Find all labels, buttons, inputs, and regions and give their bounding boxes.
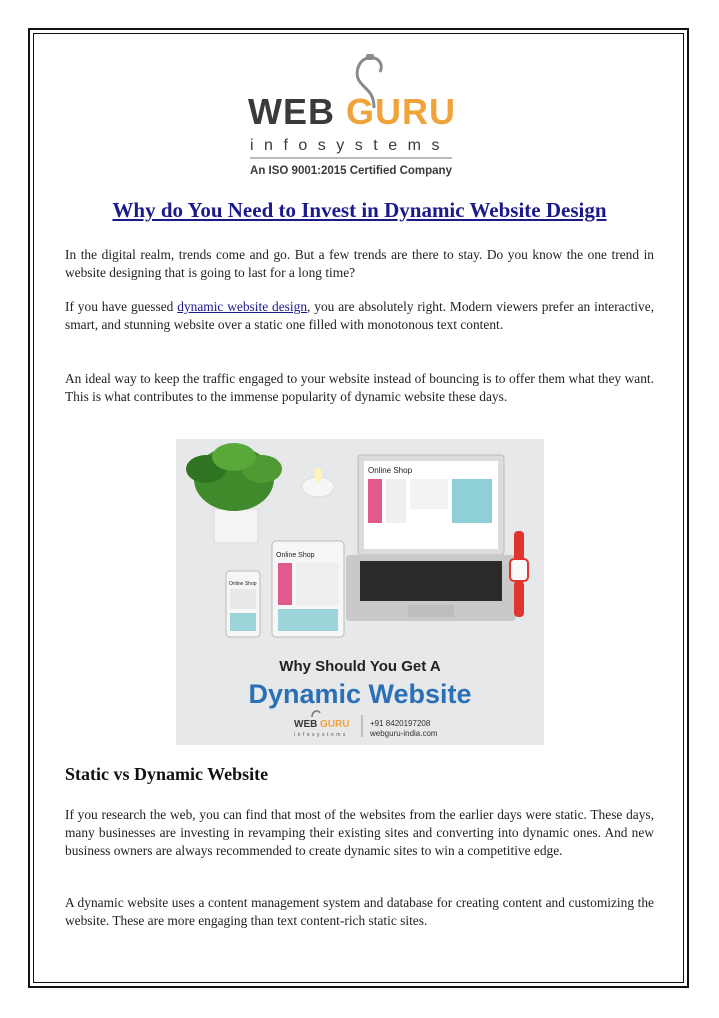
laptop-pink-banner <box>368 479 382 523</box>
laptop-trackpad <box>408 605 454 617</box>
hero-logo-guru: GURU <box>320 719 350 730</box>
paragraph-intro: In the digital realm, trends come and go. But a few trends are there to stay. Do you know the one trend in website designing that is going to last for a long time? <box>65 247 654 280</box>
hero-website: webguru-india.com <box>370 729 438 738</box>
paragraph-static-vs-dynamic: If you research the web, you can find that most of the websites from the earlier days were static. These days, many businesses are investing in revamping their existing sites and converting into dynamic ones. And new business owners are always recommended to create dynamic sites to win a competitive edge. <box>65 807 654 858</box>
hero-logo-mouse-icon <box>312 711 320 717</box>
laptop-keyboard <box>360 561 502 601</box>
laptop-product-card <box>386 479 406 523</box>
plant-pot <box>214 509 258 543</box>
phone-hero-model <box>230 589 256 609</box>
iso-certification: An ISO 9001:2015 Certified Company <box>250 165 452 177</box>
tablet-teal-banner <box>278 609 338 631</box>
tablet-hero-model <box>296 563 338 605</box>
paragraph-guess <box>65 298 654 334</box>
candle-flame <box>314 467 322 483</box>
hero-phone: +91 8420197208 <box>370 719 431 728</box>
webguru-logo <box>246 52 456 180</box>
hero-logo-web: WEB <box>294 719 318 730</box>
paragraph-guess-start: If you have guessed <box>65 299 178 314</box>
paragraph-guess-end: , you are absolutely right. Modern viewers prefer an interactive, smart, and stunning website over a static one filled with monotonous text content. <box>65 299 654 332</box>
hero-image <box>176 439 544 745</box>
phone-screen-title: Online Shop <box>229 581 257 587</box>
laptop-teal-banner <box>452 479 492 523</box>
hero-caption-main: Dynamic Website <box>248 679 472 709</box>
section-heading: Static vs Dynamic Website <box>65 764 269 784</box>
watch-strap-top <box>514 531 524 561</box>
tablet-screen-title: Online Shop <box>276 552 315 559</box>
logo-tagline: infosystems <box>250 137 450 154</box>
hero-illustration <box>176 439 544 745</box>
tablet-pink-banner <box>278 563 292 605</box>
laptop-screen-title: Online Shop <box>368 466 413 475</box>
dynamic-website-design-link[interactable]: dynamic website design <box>177 299 308 314</box>
paragraph-traffic: An ideal way to keep the traffic engaged to your website instead of bouncing is to offer them what they want. This is what contributes to the immense popularity of dynamic website these days. <box>65 371 654 404</box>
plant-icon <box>186 443 282 511</box>
logo-web-text: WEB <box>248 91 335 132</box>
logo-guru-text: GURU <box>346 91 456 132</box>
mouse-plug-icon <box>366 54 374 60</box>
watch-icon <box>510 559 528 581</box>
watch-strap-bottom <box>514 581 524 617</box>
laptop-hero-model <box>410 479 448 509</box>
phone-teal-banner <box>230 613 256 631</box>
hero-logo-tagline: infosystems <box>294 732 348 738</box>
paragraph-cms: A dynamic website uses a content management system and database for creating content and customizing the website. These are more engaging than text content-rich static sites. <box>65 895 654 928</box>
article-title[interactable]: Why do You Need to Invest in Dynamic Website Design <box>112 198 607 222</box>
hero-caption-top: Why Should You Get A <box>279 658 441 675</box>
